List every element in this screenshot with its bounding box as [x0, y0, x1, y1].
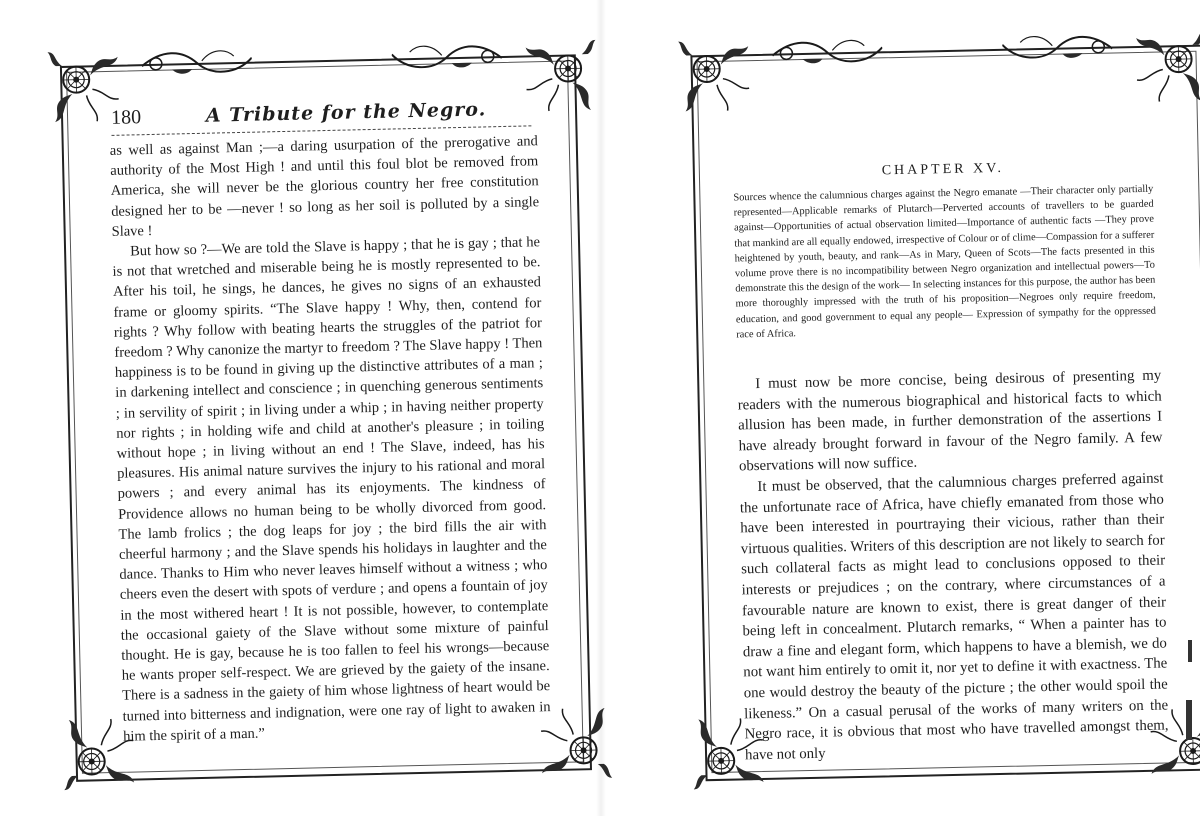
scan-edge-mark [1186, 700, 1192, 740]
corner-ornament-icon [1134, 29, 1200, 105]
paragraph: But how so ?—We are told the Slave is happy ; that he is gay ; that he is not that wretched and miserable being he is mostly represented to be. After his toil, he sings, he dances, he gives no signs of an exhausted frame or gloomy spirits. “The Slave happy ! Why, then, contend for rights ? Why follow with beating hearts the struggles of the patriot for freedom ? Why canonize the martyr to freedom ? The Slave happy ! Then happiness is to be found in giving up the distinctive attributes of a man ; in darkening intellect and conscience ; in quenching generous sentiments ; in servility of spirit ; in living under a whip ; in having neither property nor rights ; in holding wife and child at another's pleasure ; in toiling without hope ; in living without an end ! The Slave, indeed, has his pleasures. His animal nature survives the injury to his rational and moral powers ; and every animal has its enjoyments. The kindness of Providence allows no human being to be wholly divorced from good. The lamb frolics ; the dog leaps for joy ; the bird fills the air with cheerful harmony ; and the Slave spends his holidays in laughter and the dance. Thanks to Him who never leaves himself without a witness ; who cheers even the desert with spots of verdure ; and opens a fountain of joy in the most withered heart ! It is not possible, however, to contemplate the occasional gaiety of the Slave without some mixture of painful thought. He is gay, because he is too fallen to feel his wrongs—because he wants proper self-respect. We are grieved by the gaiety of the insane. There is a sadness in the gaiety of him whose lightness of heart would be turned into bitterness and indignation, were one ray of light to awaken in him the spirit of a man.” [112, 234, 551, 745]
left-page [51, 34, 608, 806]
corner-ornament-icon [523, 38, 599, 114]
corner-ornament-icon [46, 49, 122, 125]
running-title: A Tribute for the Negro. [205, 98, 487, 127]
left-page-body [110, 131, 552, 747]
scroll-ornament-icon [1002, 29, 1113, 67]
chapter-summary: Sources whence the calumnious charges against the Negro emanate —Their character only partially represented—Applicable remarks of Plutarch—Perverted accounts of travellers to be guarded against—Opportunities of actual observation limited—Importance of authentic facts —They prove that mankind are all equally endowed, irrespective of Colour or of clime—Compassion for a sufferer heightened by youth, beauty, and rank—As in Mary, Queen of Scots—The facts presented in this volume prove there is no incompatibility between Negro organization and intellectual powers—To demonstrate this the design of the work— In selecting instances for this purpose, the author has been more thoroughly impressed with the truth of his proposition—Negroes only require freedom, education, and good government to equal any people— Expression of sympathy for the oppressed race of Africa. [733, 183, 1156, 341]
scroll-ornament-icon [141, 44, 252, 82]
corner-ornament-icon [676, 38, 752, 114]
right-page-body [737, 366, 1169, 766]
chapter-title: CHAPTER XV. [881, 160, 1005, 179]
scroll-ornament-icon [772, 33, 883, 71]
scan-edge-mark [1188, 640, 1192, 662]
page-number: 180 [110, 105, 142, 129]
right-page [682, 25, 1200, 806]
paragraph: I must now be more concise, being desirous of presenting my readers with the numerous biographical and historical facts to which allusion has been made, in further demonstration of the assertions I have already brought forward in favour of the Negro family. A few observations will now suffice. [737, 367, 1163, 475]
paragraph: It must be observed, that the calumnious charges preferred against the unfortunate race of Africa, have chiefly emanated from those who have been interested in pourtraying their vicious, rather than their virtuous qualities. Writers of this description are not likely to search for such collateral facts as might lead to conclusions opposed to their interests or prejudices ; on the contrary, where circumstances of a favourable nature are known to exist, there is great danger of their being left in concealment. Plutarch remarks, “ When a painter has to draw a fine and elegant form, which happens to have a blemish, we do not want him entirely to omit it, nor yet to define it with exactness. The one would destroy the beauty of the picture ; the other would spoil the likeness.” On a casual perusal of the works of many writers on the Negro race, it is obvious that most who have travelled amongst them, have not only [739, 470, 1169, 764]
paragraph: as well as against Man ;—a daring usurpation of the prerogative and authority of the Most High ! and until this foul blot be removed from America, she will never be the glorious country her free constitution designed her to be —never ! so long as her soil is polluted by a single Slave ! [109, 133, 540, 240]
scroll-ornament-icon [391, 38, 502, 76]
